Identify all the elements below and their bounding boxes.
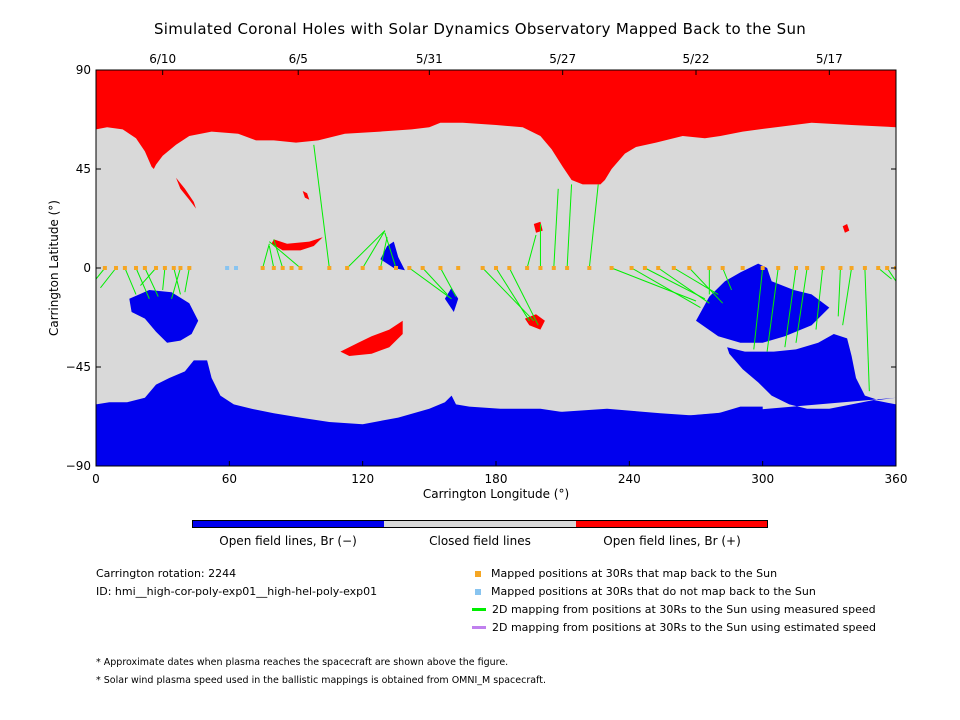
mapped-position-point — [587, 266, 591, 270]
colorbar-open-positive — [576, 521, 767, 527]
legend-label-measured-speed: 2D mapping from positions at 30Rs to the Sun using measured speed — [492, 603, 876, 616]
mapped-position-point — [103, 266, 107, 270]
mapped-position-point — [290, 266, 294, 270]
mapped-position-point — [538, 266, 542, 270]
legend-marker-mapped — [475, 571, 481, 577]
date-tick-label: 5/17 — [815, 52, 843, 66]
x-tick-label: 300 — [751, 472, 775, 486]
mapped-position-point — [281, 266, 285, 270]
legend-marker-measured-speed — [472, 608, 486, 611]
mapped-position-point — [378, 266, 382, 270]
mapped-position-point — [565, 266, 569, 270]
mapped-position-point — [456, 266, 460, 270]
y-tick-label: 90 — [75, 63, 91, 77]
colorbar-open-negative — [193, 521, 384, 527]
mapped-position-point — [805, 266, 809, 270]
mapped-position-point — [407, 266, 411, 270]
mapped-position-point — [838, 266, 842, 270]
unmapped-position-point — [234, 266, 238, 270]
mapped-position-point — [776, 266, 780, 270]
mapped-position-point — [707, 266, 711, 270]
x-tick-label: 120 — [351, 472, 375, 486]
x-tick-label: 0 — [92, 472, 100, 486]
mapped-position-point — [394, 266, 398, 270]
mapped-position-point — [687, 266, 691, 270]
colorbar-label-open-negative: Open field lines, Br (−) — [219, 534, 357, 548]
mapped-position-point — [721, 266, 725, 270]
mapped-position-point — [261, 266, 265, 270]
mapped-position-point — [187, 266, 191, 270]
mapped-position-point — [272, 266, 276, 270]
legend-item-mapped — [475, 567, 777, 580]
mapped-position-point — [885, 266, 889, 270]
unmapped-position-point — [225, 266, 229, 270]
mapped-position-point — [761, 266, 765, 270]
mapped-position-point — [876, 266, 880, 270]
legend-label-unmapped: Mapped positions at 30Rs that do not map back to the Sun — [491, 585, 816, 598]
mapped-position-point — [794, 266, 798, 270]
x-axis-label: Carrington Longitude (°) — [422, 487, 570, 501]
date-tick-label: 6/5 — [288, 52, 308, 66]
legend-marker-unmapped — [475, 589, 481, 595]
mapped-position-point — [494, 266, 498, 270]
figure-title: Simulated Coronal Holes with Solar Dynamics Observatory Mapped Back to the Sun — [153, 20, 807, 38]
x-tick-label: 360 — [884, 472, 908, 486]
x-tick-label: 240 — [617, 472, 641, 486]
mapped-position-point — [123, 266, 127, 270]
x-tick-label: 60 — [221, 472, 237, 486]
colorbar-label-closed: Closed field lines — [429, 534, 531, 548]
model-id: ID: hmi__high-cor-poly-exp01__high-hel-poly-exp01 — [96, 585, 378, 598]
mapped-position-point — [421, 266, 425, 270]
mapped-position-point — [863, 266, 867, 270]
plot-content — [96, 70, 898, 466]
y-tick-label: −45 — [65, 360, 91, 374]
mapped-position-point — [172, 266, 176, 270]
mapped-position-point — [741, 266, 745, 270]
legend-label-mapped: Mapped positions at 30Rs that map back to the Sun — [491, 567, 778, 580]
date-tick-label: 5/27 — [549, 52, 577, 66]
mapped-position-point — [610, 266, 614, 270]
legend-label-estimated-speed: 2D mapping from positions at 30Rs to the Sun using estimated speed — [492, 621, 877, 634]
mapped-position-point — [656, 266, 660, 270]
colorbar — [192, 520, 768, 528]
y-axis-label: Carrington Latitude (°) — [47, 200, 61, 336]
colorbar-label-open-positive: Open field lines, Br (+) — [603, 534, 741, 548]
mapped-position-point — [298, 266, 302, 270]
mapped-position-point — [507, 266, 511, 270]
mapped-position-point — [525, 266, 529, 270]
mapped-position-point — [178, 266, 182, 270]
date-tick-label: 5/22 — [682, 52, 710, 66]
mapped-position-point — [143, 266, 147, 270]
mapped-position-point — [154, 266, 158, 270]
mapped-position-point — [821, 266, 825, 270]
mapped-position-point — [481, 266, 485, 270]
legend-item-estimated-speed — [475, 621, 876, 634]
mapped-position-point — [134, 266, 138, 270]
colorbar-closed — [384, 521, 575, 527]
y-tick-label: −90 — [65, 459, 91, 473]
legend-item-unmapped — [475, 585, 816, 598]
legend-marker-estimated-speed — [472, 626, 486, 629]
mapped-position-point — [114, 266, 118, 270]
note-speed-source: * Solar wind plasma speed used in the ballistic mappings is obtained from OMNI_M spacecraft. — [96, 675, 546, 686]
y-tick-label: 45 — [75, 162, 91, 176]
mapped-position-point — [850, 266, 854, 270]
mapped-position-point — [630, 266, 634, 270]
mapped-position-point — [438, 266, 442, 270]
mapped-position-point — [163, 266, 167, 270]
date-tick-label: 5/31 — [415, 52, 443, 66]
y-tick-label: 0 — [83, 261, 91, 275]
mapped-position-point — [643, 266, 647, 270]
mapped-position-point — [672, 266, 676, 270]
mapped-position-point — [327, 266, 331, 270]
mapped-position-point — [552, 266, 556, 270]
note-dates: * Approximate dates when plasma reaches the spacecraft are shown above the figure. — [96, 657, 509, 668]
legend-item-measured-speed — [475, 603, 876, 616]
x-tick-label: 180 — [484, 472, 508, 486]
region-south-open-negative-center — [452, 407, 763, 466]
carrington-rotation: Carrington rotation: 2244 — [96, 567, 237, 580]
mapped-position-point — [345, 266, 349, 270]
mapped-position-point — [361, 266, 365, 270]
date-tick-label: 6/10 — [149, 52, 177, 66]
